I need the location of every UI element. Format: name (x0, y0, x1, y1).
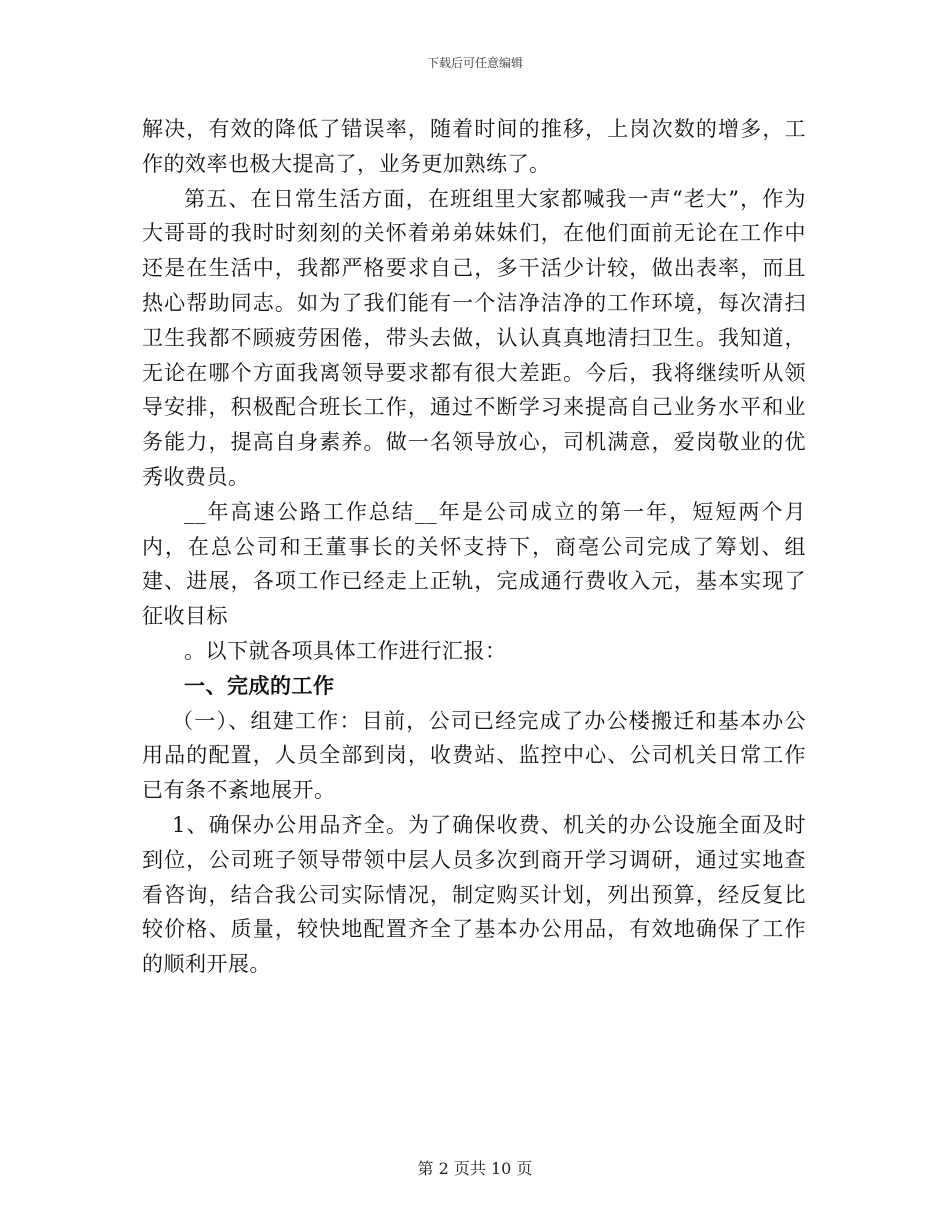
paragraph-highway-summary: __年高速公路工作总结__年是公司成立的第一年，短短两个月内，在总公司和王董事长的关怀支持下，商亳公司完成了筹划、组建、进展，各项工作已经走上正轨，完成通行费收入元，基本实现了征收目标 (142, 499, 806, 629)
paragraph-organization-work: （一）、组建工作：目前，公司已经完成了办公楼搬迁和基本办公用品的配置，人员全部到岗，收费站、监控中心、公司机关日常工作已有条不紊地展开。 (142, 708, 806, 803)
paragraph-report-intro: 。以下就各项具体工作进行汇报： (184, 638, 507, 663)
paragraph-office-supplies: 1、确保办公用品齐全。为了确保收费、机关的办公设施全面及时到位，公司班子领导带领中层人员多次到商开学习调研，通过实地查看咨询，结合我公司实际情况，制定购买计划，列出预算，经反复比较价格、质量，较快地配置齐全了基本办公用品，有效地确保了工作的顺利开展。 (142, 812, 806, 977)
document-body (142, 112, 806, 982)
header-note: 下载后可任意编辑 (426, 56, 523, 70)
paragraph-daily-life: 第五、在日常生活方面，在班组里大家都喊我一声“老大”，作为大哥哥的我时时刻刻的关怀着弟弟妹妹们，在他们面前无论在工作中还是在生活中，我都严格要求自己，多干活少计较，做出表率，而且热心帮助同志。如为了我们能有一个洁净洁净的工作环境，每次清扫卫生我都不顾疲劳困倦，带头去做，认认真真地清扫卫生。我知道，无论在哪个方面我离领导要求都有很大差距。今后，我将继续听从领导安排，积极配合班长工作，通过不断学习来提高自己业务水平和业务能力，提高自身素养。做一名领导放心，司机满意，爱岗敬业的优秀收费员。 (142, 186, 806, 489)
page-number: 第 2 页共 10 页 (417, 1159, 533, 1178)
section-heading-completed-work: 一、完成的工作 (184, 672, 335, 698)
paragraph-continuation: 解决，有效的降低了错误率，随着时间的推移，上岗次数的增多，工作的效率也极大提高了，业务更加熟练了。 (142, 117, 806, 176)
